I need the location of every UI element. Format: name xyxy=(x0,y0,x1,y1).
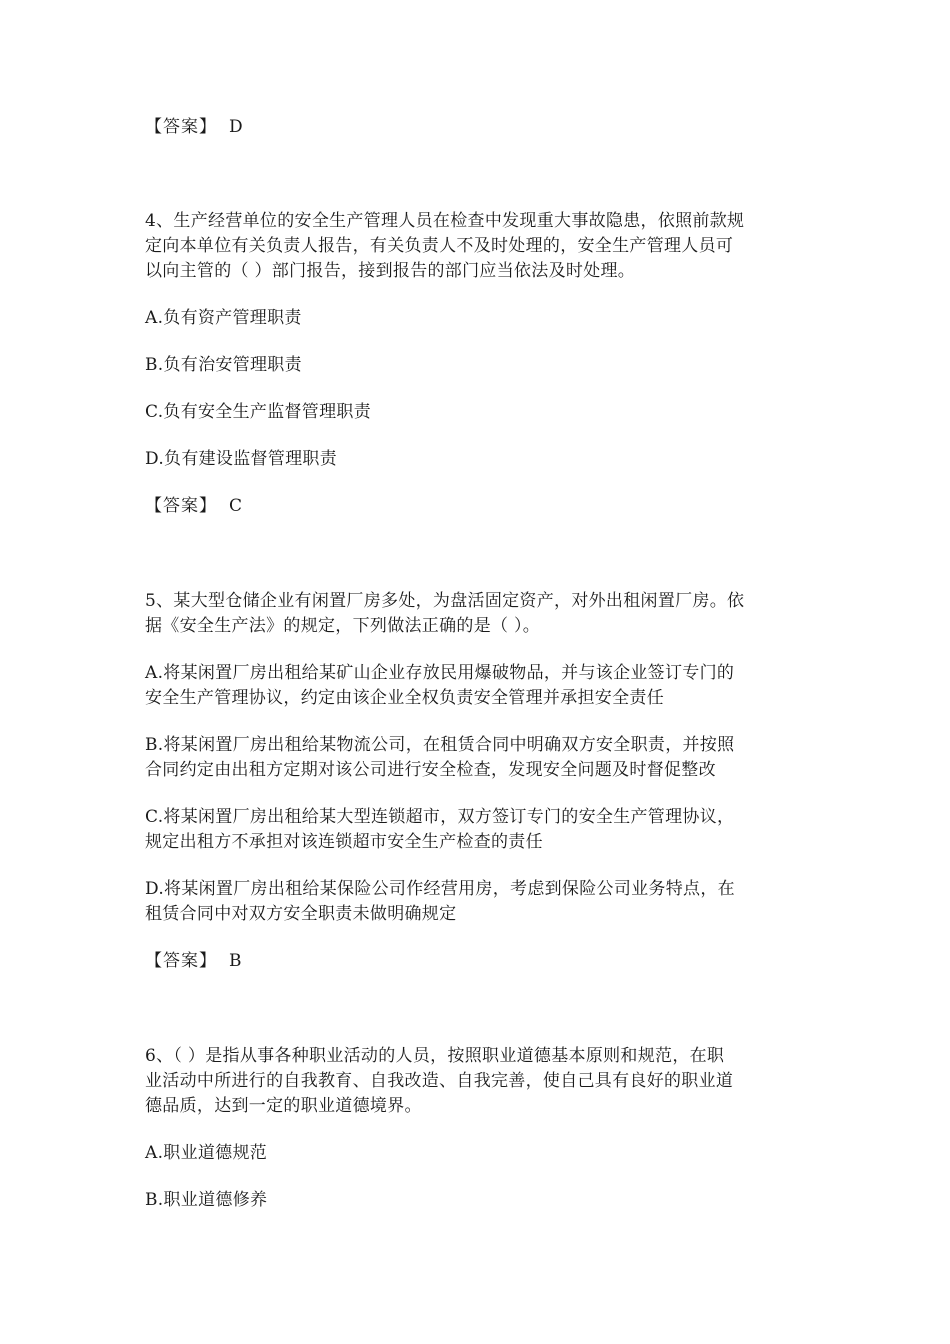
answer-value: B xyxy=(229,951,242,971)
question-5-option-a-line-1: A.将某闲置厂房出租给某矿山企业存放民用爆破物品，并与该企业签订专门的 xyxy=(145,663,735,683)
question-5-line-1: 5、某大型仓储企业有闲置厂房多处，为盘活固定资产，对外出租闲置厂房。依 xyxy=(145,591,745,611)
question-6-line-1: 6、（ ）是指从事各种职业活动的人员，按照职业道德基本原则和规范，在职 xyxy=(145,1046,725,1066)
question-4-line-2: 定向本单位有关负责人报告，有关负责人不及时处理的，安全生产管理人员可 xyxy=(145,236,734,256)
question-6-line-3: 德品质，达到一定的职业道德境界。 xyxy=(145,1096,422,1116)
question-5-option-c-line-1: C.将某闲置厂房出租给某大型连锁超市，双方签订专门的安全生产管理协议， xyxy=(145,807,735,827)
question-5-option-a-line-2: 安全生产管理协议，约定由该企业全权负责安全管理并承担安全责任 xyxy=(145,688,664,708)
question-4-line-1: 4、生产经营单位的安全生产管理人员在检查中发现重大事故隐患，依照前款规 xyxy=(145,211,745,231)
answer-label: 【答案】 xyxy=(145,951,217,971)
question-5-option-b-line-2: 合同约定由出租方定期对该公司进行安全检查，发现安全问题及时督促整改 xyxy=(145,760,716,780)
answer-q5 xyxy=(145,949,825,973)
question-4-option-d: D.负有建设监督管理职责 xyxy=(145,449,338,469)
question-5-option-d-line-2: 租赁合同中对双方安全职责未做明确规定 xyxy=(145,904,457,924)
question-6-line-2: 业活动中所进行的自我教育、自我改造、自我完善，使自己具有良好的职业道 xyxy=(145,1071,734,1091)
question-4-line-3: 以向主管的（ ）部门报告，接到报告的部门应当依法及时处理。 xyxy=(145,261,636,281)
question-6-option-b: B.职业道德修养 xyxy=(145,1190,268,1210)
question-4-option-b: B.负有治安管理职责 xyxy=(145,355,302,375)
question-5-option-b-line-1: B.将某闲置厂房出租给某物流公司，在租赁合同中明确双方安全职责，并按照 xyxy=(145,735,735,755)
question-5-option-d-line-1: D.将某闲置厂房出租给某保险公司作经营用房，考虑到保险公司业务特点，在 xyxy=(145,879,735,899)
answer-q4 xyxy=(145,494,825,518)
answer-q3 xyxy=(145,115,825,139)
question-4-option-a: A.负有资产管理职责 xyxy=(145,308,302,328)
question-4-option-c: C.负有安全生产监督管理职责 xyxy=(145,402,372,422)
answer-label: 【答案】 xyxy=(145,496,217,516)
answer-label: 【答案】 xyxy=(145,117,217,137)
answer-value: C xyxy=(229,496,243,516)
answer-value: D xyxy=(229,117,243,137)
question-5-line-2: 据《安全生产法》的规定，下列做法正确的是（ ）。 xyxy=(145,616,541,636)
question-5-option-c-line-2: 规定出租方不承担对该连锁超市安全生产检查的责任 xyxy=(145,832,543,852)
question-6-option-a: A.职业道德规范 xyxy=(145,1143,268,1163)
